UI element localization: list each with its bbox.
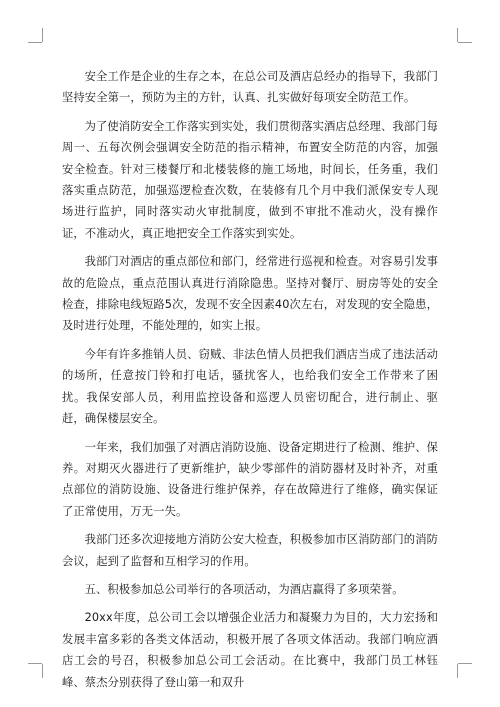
crop-mark-bottom-left-h — [28, 663, 42, 664]
crop-mark-top-left-v — [42, 28, 43, 42]
crop-mark-bottom-right-v — [457, 664, 458, 678]
crop-mark-top-left-h — [28, 42, 42, 43]
crop-mark-top-right-h — [458, 42, 472, 43]
crop-mark-bottom-left-v — [42, 664, 43, 678]
paragraph-maintenance: 一年来，我们加强了对酒店消防设施、设备定期进行了检测、维护、保养。对期灭火器进行了更新维护，缺少零部件的消防器材及时补齐，对重点部位的消防设施、设备进行维护保养，存在故障进行了维修，确实保证了正常使用，万无一失。 — [62, 440, 438, 518]
paragraph-union-activities: 20xx年度，总公司工会以增强企业活力和凝聚力为目的，大力宏扬和发展丰富多彩的各类文体活动，积极开展了各项文体活动。我部门响应酒店工会的号召，积极参加总公司工会活动。在比赛中，我部门员工林钰峰、蔡杰分别获得了登山第一和双升 — [62, 611, 438, 689]
section-heading-activities: 五、积极参加总公司举行的各项活动，为酒店赢得了多项荣誉。 — [84, 582, 404, 596]
paragraph-floor-security: 今年有许多推销人员、窃贼、非法色情人员把我们酒店当成了违法活动的场所，任意按门铃和打电话，骚扰客人，也给我们安全工作带来了困扰。我保安部人员，利用监控设备和巡逻人员密切配合，进行制止、驱赶，确保楼层安全。 — [62, 347, 438, 426]
crop-mark-top-right-v — [457, 28, 458, 42]
paragraph-key-areas: 我部门对酒店的重点部位和部门，经常进行巡视和检查。对容易引发事故的危险点，重点范围认真进行消除隐患。坚持对餐厅、厨房等处的安全检查，排除电线短路5次，发现不安全因素40次左右，对发现的安全隐患，及时进行处理，不能处理的，如实上报。 — [62, 255, 438, 333]
paragraph-inspections: 我部门还多次迎接地方消防公安大检查，积极参加市区消防部门的消防会议，起到了监督和互相学习的作用。 — [62, 533, 438, 568]
paragraph-safety-intro: 安全工作是企业的生存之本，在总公司及酒店总经办的指导下，我部门坚持安全第一，预防为主的方针，认真、扎实做好每项安全防范工作。 — [62, 70, 438, 105]
document-body — [62, 66, 438, 700]
crop-mark-bottom-right-h — [458, 663, 472, 664]
paragraph-fire-safety: 为了使消防安全工作落实到实处，我们贯彻落实酒店总经理、我部门每周一、五每次例会强调安全防范的指示精神，布置安全防范的内容，加强安全检查。针对三楼餐厅和北楼装修的施工场地，时间长，任务重，我们落实重点防范，加强巡逻检查次数，在装修有几个月中我们派保安专人现场进行监护，同时落实动火审批制度，做到不审批不准动火，没有操作证，不准动火，真正地把安全工作落实到实处。 — [62, 119, 438, 240]
